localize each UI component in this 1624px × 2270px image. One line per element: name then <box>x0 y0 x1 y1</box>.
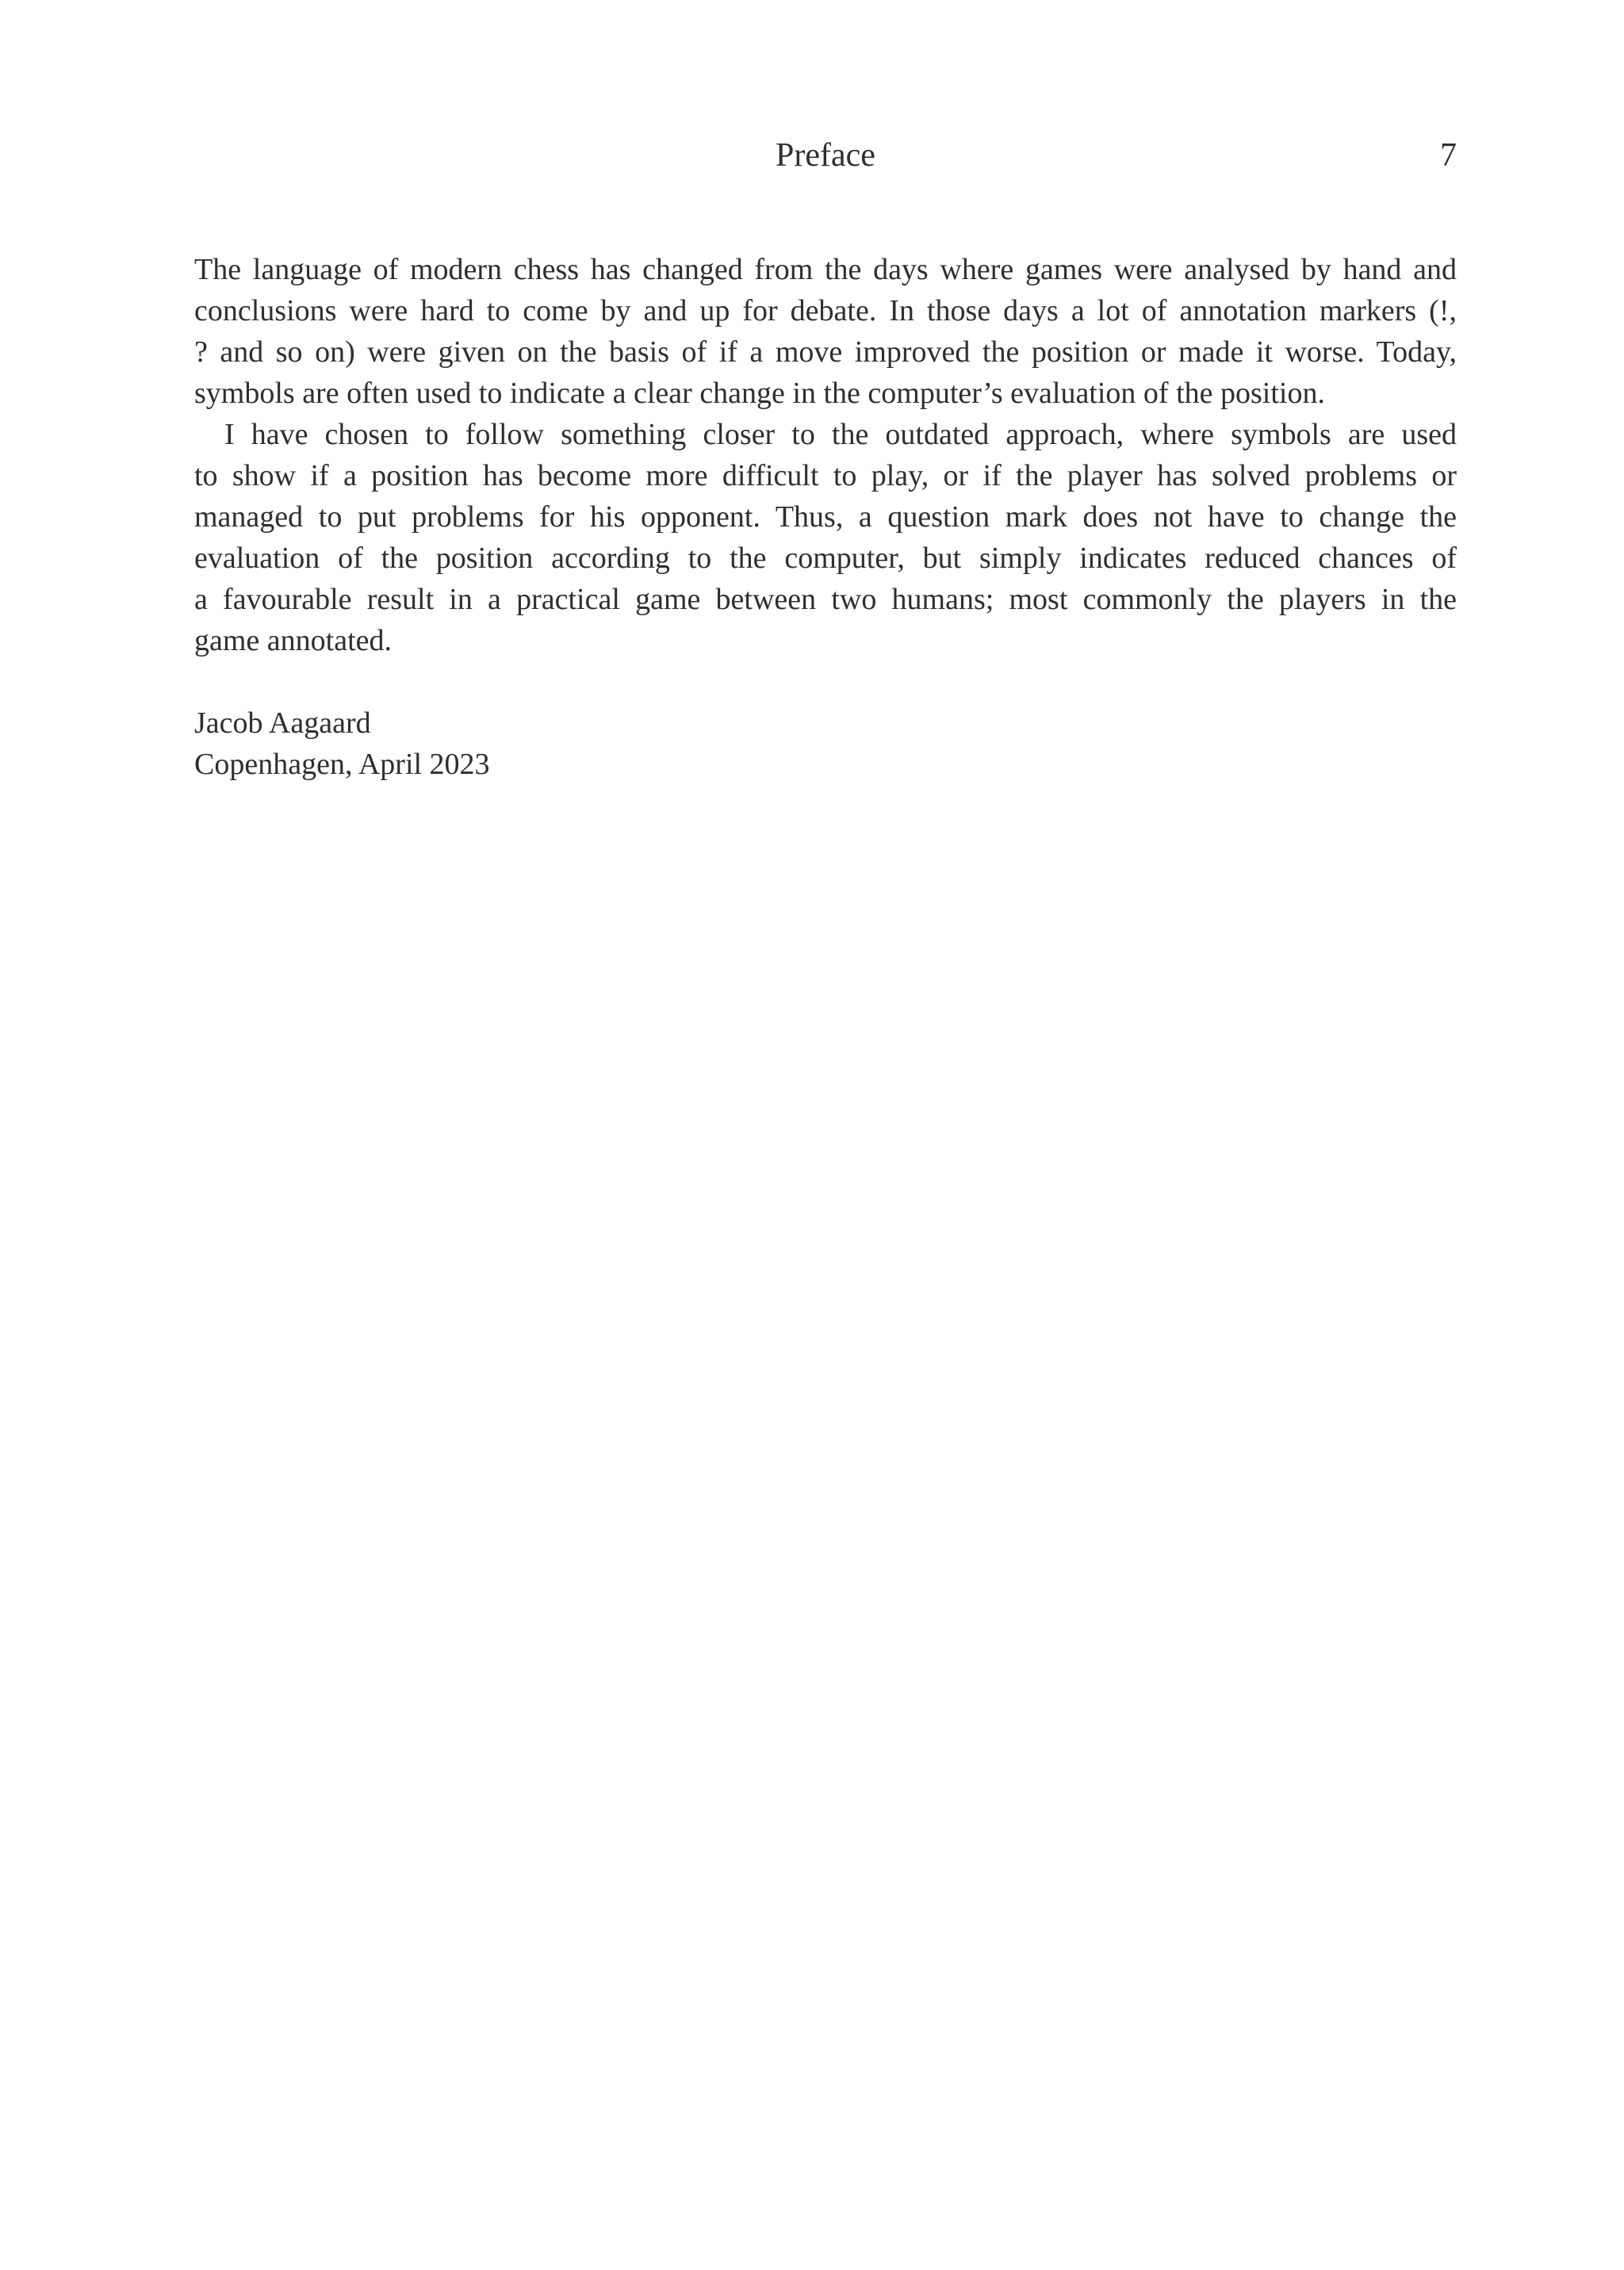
text-line: managed to put problems for his opponent. Thus, a question mark does not have to change the <box>194 500 1457 534</box>
text-line: game annotated. <box>194 624 393 657</box>
page-title: Preface <box>776 137 875 174</box>
paragraph-2 <box>194 414 1457 661</box>
text-line: I have chosen to follow something closer to the outdated approach, where symbols are used <box>224 418 1457 451</box>
text-line: symbols are often used to indicate a clear change in the computer’s evaluation of the position. <box>194 377 1325 410</box>
text-line: ? and so on) were given on the basis of if a move improved the position or made it worse. Today, <box>194 335 1457 369</box>
blank-line <box>194 661 1457 702</box>
text-line: to show if a position has become more difficult to play, or if the player has solved problems or <box>194 459 1457 492</box>
signature-author: Jacob Aagaard <box>194 706 371 740</box>
page-body <box>194 249 1457 785</box>
text-line: evaluation of the position according to the computer, but simply indicates reduced chances of <box>194 542 1457 575</box>
text-line: a favourable result in a practical game between two humans; most commonly the players in the <box>194 583 1457 616</box>
signature-block <box>194 702 1457 785</box>
text-line: The language of modern chess has changed from the days where games were analysed by hand and <box>194 253 1457 286</box>
running-header <box>194 135 1457 176</box>
text-line: conclusions were hard to come by and up for debate. In those days a lot of annotation markers (!, <box>194 294 1457 327</box>
paragraph-1 <box>194 249 1457 414</box>
signature-place-date: Copenhagen, April 2023 <box>194 748 490 781</box>
page-number: 7 <box>1440 137 1457 174</box>
